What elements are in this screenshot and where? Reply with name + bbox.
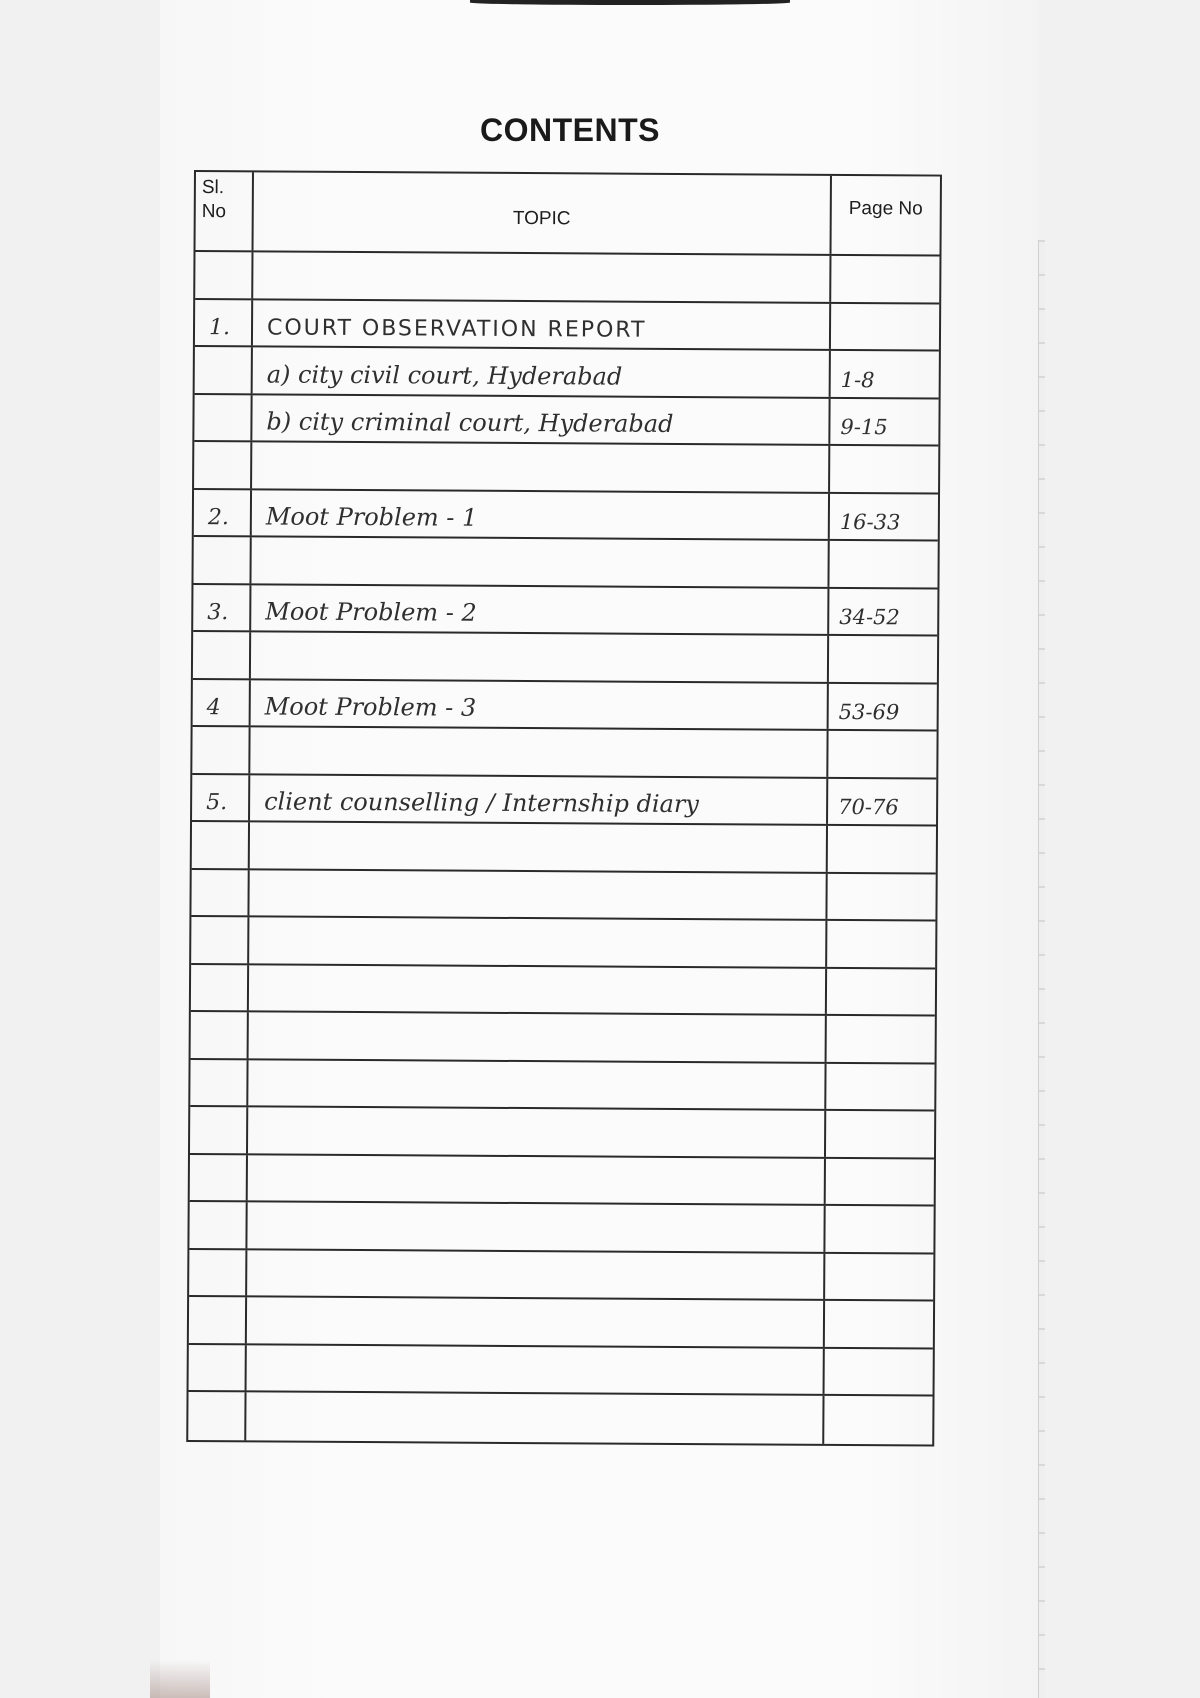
topic-cell [246,1392,824,1443]
topic-cell [253,252,831,301]
page-no-cell [828,826,936,872]
page-no-cell [825,1206,933,1252]
page-no-cell [826,1111,934,1157]
table-row [194,395,938,447]
topic-cell [250,822,828,871]
page-no-cell [827,968,935,1014]
table-row [189,1297,933,1349]
page-no-text: 16-33 [839,509,901,535]
topic-text: client counselling / Internship diary [264,787,700,819]
sl-no-cell [191,917,249,963]
topic-text: Moot Problem - 2 [265,597,477,627]
table-row [195,252,939,304]
page-no-cell [827,873,935,919]
page-no-cell [828,731,936,777]
page-no-cell [829,636,937,682]
topic-text: Moot Problem - 1 [265,502,478,532]
sl-no-cell [194,442,252,488]
topic-header-cell [254,172,832,254]
topic-cell [249,965,827,1014]
top-shadow [470,0,790,5]
page-no-cell [829,588,937,634]
table-row [194,490,938,542]
sl-no-cell [194,490,252,536]
topic-cell [251,537,829,586]
sl-no-cell [188,1392,246,1440]
table-row [190,1059,934,1111]
page-no-cell [824,1396,932,1444]
sl-no-cell [190,1107,248,1153]
page-no-cell [830,493,938,539]
table-row [189,1344,933,1396]
sl-no-cell [195,300,253,346]
page-no-text: 70-76 [838,794,899,820]
sl-no-text: 5. [206,790,228,816]
sl-no-header: Sl. No [201,177,227,223]
topic-cell [250,727,828,776]
page-edge [1038,240,1045,1698]
table-row [195,347,939,399]
sl-no-header-cell [196,172,254,250]
sl-no-cell [191,869,249,915]
sl-no-cell [192,775,250,821]
topic-cell [253,300,831,349]
sl-no-cell [192,822,250,868]
topic-cell [249,1012,827,1061]
sl-no-cell [195,347,253,393]
topic-cell [247,1250,825,1299]
table-row [191,869,935,921]
table-row [193,585,937,637]
topic-cell [249,870,827,919]
sl-no-cell [193,632,251,678]
page-no-cell [825,1301,933,1347]
page-no-cell [829,541,937,587]
sl-no-cell [195,252,253,298]
topic-cell [248,1155,826,1204]
table-row [191,964,935,1016]
topic-cell [248,1060,826,1109]
sl-no-cell [189,1297,247,1343]
topic-cell [253,347,831,396]
page-no-cell [830,398,938,444]
table-row [195,300,939,352]
table-row [192,727,936,779]
table-row [190,1154,934,1206]
topic-cell [248,1107,826,1156]
sl-no-text: 1. [208,315,231,341]
page-no-cell [826,1063,934,1109]
table-row [193,680,937,732]
page-no-cell [831,256,939,302]
page-no-cell [831,351,939,397]
sl-no-text: 4 [206,695,221,721]
sl-no-cell [193,680,251,726]
topic-text: a) city civil court, Hyderabad [266,359,623,391]
sl-no-cell [191,964,249,1010]
topic-header: TOPIC [512,207,571,230]
page-no-text: 9-15 [840,414,888,440]
table-row [191,917,935,969]
table-row [192,775,936,827]
sl-no-text: 3. [207,600,229,626]
page-no-cell [827,1016,935,1062]
topic-cell [252,490,830,539]
sl-no-cell [192,727,250,773]
page-no-text: 53-69 [838,699,900,725]
table-row [194,442,938,494]
page-no-cell [827,921,935,967]
table-row [193,537,937,589]
topic-cell [251,680,829,729]
topic-text: Moot Problem - 3 [264,692,477,722]
sl-no-cell [189,1202,247,1248]
topic-cell [251,632,829,681]
sl-no-cell [193,537,251,583]
table-row [190,1107,934,1159]
table-row [193,632,937,684]
topic-cell [252,442,830,491]
sl-no-cell [191,1012,249,1058]
page-no-header-cell [831,176,939,255]
table-row [192,822,936,874]
page-title: CONTENTS [480,112,660,148]
table-row [189,1249,933,1301]
topic-cell [251,585,829,634]
page-no-header: Page No [848,198,923,220]
page-no-text: 1-8 [840,367,875,392]
topic-cell [247,1297,825,1346]
sl-no-cell [190,1059,248,1105]
table-row [188,1392,932,1444]
topic-text: b) city criminal court, Hyderabad [266,407,674,438]
table-row [189,1202,933,1254]
topic-text: COURT OBSERVATION REPORT [266,315,647,343]
page-no-cell [828,778,936,824]
topic-cell [252,395,830,444]
sl-no-cell [189,1249,247,1295]
corner-shade [150,1660,210,1698]
topic-cell [250,775,828,824]
page-no-cell [826,1158,934,1204]
table-header-row [195,172,939,257]
contents-table [186,170,942,1446]
topic-cell [247,1202,825,1251]
page-no-cell [831,303,939,349]
page-no-cell [825,1253,933,1299]
page-no-cell [829,683,937,729]
sl-no-cell [189,1344,247,1390]
sl-no-text: 2. [207,505,229,531]
topic-cell [249,917,827,966]
sl-no-cell [193,585,251,631]
page-no-cell [825,1348,933,1394]
sl-no-cell [190,1154,248,1200]
table-row [191,1012,935,1064]
topic-cell [247,1345,825,1394]
page-no-cell [830,446,938,492]
page-no-text: 34-52 [839,604,900,630]
sl-no-cell [194,395,252,441]
